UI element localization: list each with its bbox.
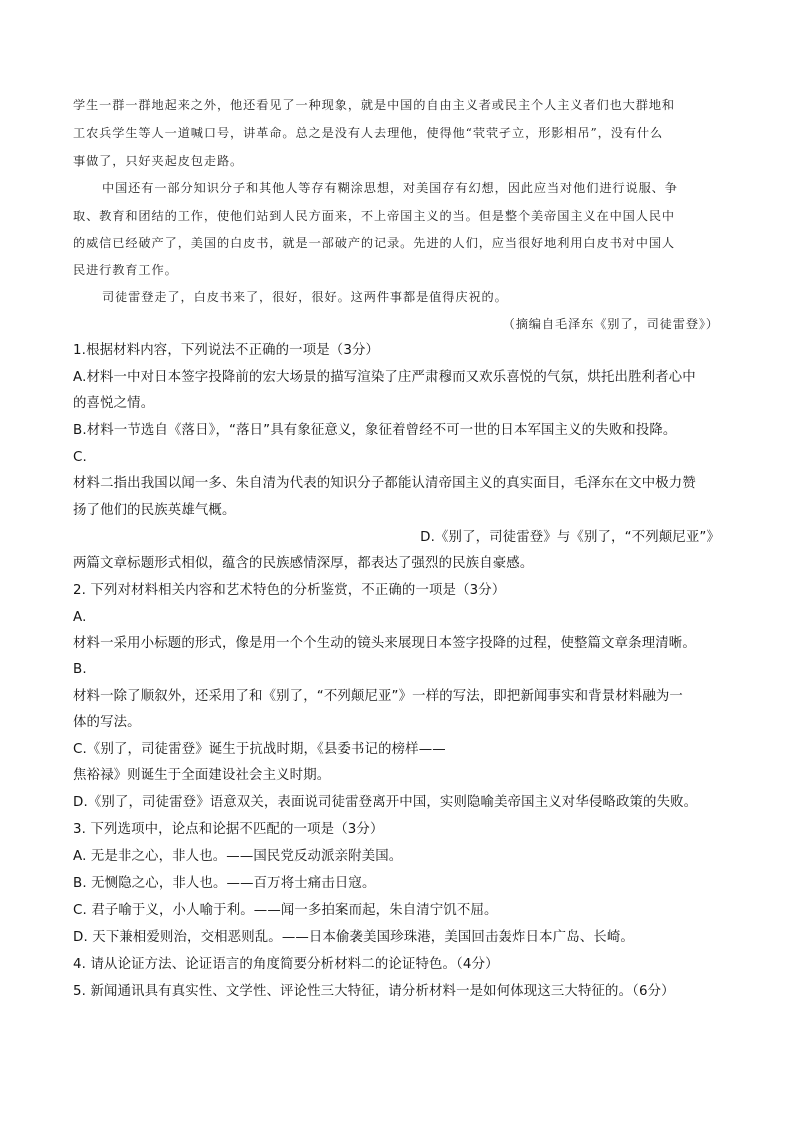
passage-p1-line1: 学生一群一群地起来之外，他还看见了一种现象，就是中国的自由主义者或民主个人主义者们也大群地和 — [73, 98, 676, 112]
passage-source: （摘编自毛泽东《别了，司徒雷登》） — [502, 317, 719, 331]
q1-stem: 1.根据材料内容，下列说法不正确的一项是（3分） — [73, 343, 380, 358]
passage-p2-line1: 中国还有一部分知识分子和其他人等存有糊涂思想，对美国存有幻想，因此应当对他们进行说服、争 — [102, 181, 678, 195]
q1-option-d-line1: D.《别了，司徒雷登》与《别了，“不列颠尼亚”》 — [420, 530, 720, 545]
q2-option-b-line1: 材料一除了顺叙外，还采用了和《别了，“不列颠尼亚”》一样的写法，即把新闻事实和背景材料融为一 — [73, 689, 683, 704]
q1-option-d-line2: 两篇文章标题形式相似，蕴含的民族感情深厚，都表达了强烈的民族自豪感。 — [73, 556, 534, 571]
passage-p2-line2: 取、教育和团结的工作，使他们站到人民方面来，不上帝国主义的当。但是整个美帝国主义在中国人民中 — [73, 209, 676, 223]
q2-option-b-line2: 体的写法。 — [73, 715, 141, 730]
passage-p2-line3: 的威信已经破产了，美国的白皮书，就是一部破产的记录。先进的人们，应当很好地利用白皮书对中国人 — [73, 236, 676, 250]
q3-option-c: C. 君子喻于义，小人喻于利。——闻一多拍案而起，朱自清宁饥不屈。 — [73, 903, 498, 918]
q2-option-a-line1: 材料一采用小标题的形式，像是用一个个生动的镜头来展现日本签字投降的过程，使整篇文章条理清晰。 — [73, 636, 696, 651]
passage-p1-line3: 事做了，只好夹起皮包走路。 — [73, 154, 244, 168]
q3-option-d: D. 天下兼相爱则治，交相恶则乱。——日本偷袭美国珍珠港，美国回击轰炸日本广岛、长崎。 — [73, 930, 634, 945]
passage-p1-line2: 工农兵学生等人一道喊口号，讲革命。总之是没有人去理他，使得他“茕茕孑立，形影相吊”，没有什么 — [73, 126, 664, 140]
q1-option-b: B.材料一节选自《落日》，“落日”具有象征意义，象征着曾经不可一世的日本军国主义的失败和投降。 — [73, 423, 677, 438]
q2-option-c-line1: C.《别了，司徒雷登》诞生于抗战时期，《县委书记的榜样—— — [73, 742, 446, 757]
q3-option-a: A. 无是非之心，非人也。——国民党反动派亲附美国。 — [73, 849, 403, 864]
q2-option-b-label: B. — [73, 662, 87, 677]
q3-option-b: B. 无恻隐之心，非人也。——百万将士痛击日寇。 — [73, 876, 376, 891]
q1-option-c-line1: 材料二指出我国以闻一多、朱自清为代表的知识分子都能认清帝国主义的真实面目，毛泽东在文中极力赞 — [73, 476, 696, 491]
q1-option-a-line1: A.材料一中对日本签字投降前的宏大场景的描写渲染了庄严肃穆而又欢乐喜悦的气氛，烘托出胜利者心中 — [73, 370, 696, 385]
q1-option-c-label: C. — [73, 450, 87, 465]
q2-option-c-line2: 焦裕禄》则诞生于全面建设社会主义时期。 — [73, 768, 331, 783]
q2-stem: 2. 下列对材料相关内容和艺术特色的分析鉴赏，不正确的一项是（3分） — [73, 583, 506, 598]
q5-stem: 5. 新闻通讯具有真实性、文学性、评论性三大特征，请分析材料一是如何体现这三大特征的。（6分） — [73, 984, 675, 999]
passage-p2-line4: 民进行教育工作。 — [73, 263, 178, 277]
q2-option-d: D.《别了，司徒雷登》语意双关，表面说司徒雷登离开中国，实则隐喻美帝国主义对华侵略政策的失败。 — [73, 795, 698, 810]
q3-stem: 3. 下列选项中，论点和论据不匹配的一项是（3分） — [73, 822, 384, 837]
q4-stem: 4. 请从论证方法、论证语言的角度简要分析材料二的论证特色。（4分） — [73, 957, 499, 972]
q2-option-a-label: A. — [73, 610, 87, 625]
passage-p3-line1: 司徒雷登走了，白皮书来了，很好，很好。这两件事都是值得庆祝的。 — [102, 290, 508, 304]
q1-option-a-line2: 的喜悦之情。 — [73, 396, 155, 411]
q1-option-c-line2: 扬了他们的民族英雄气概。 — [73, 503, 236, 518]
